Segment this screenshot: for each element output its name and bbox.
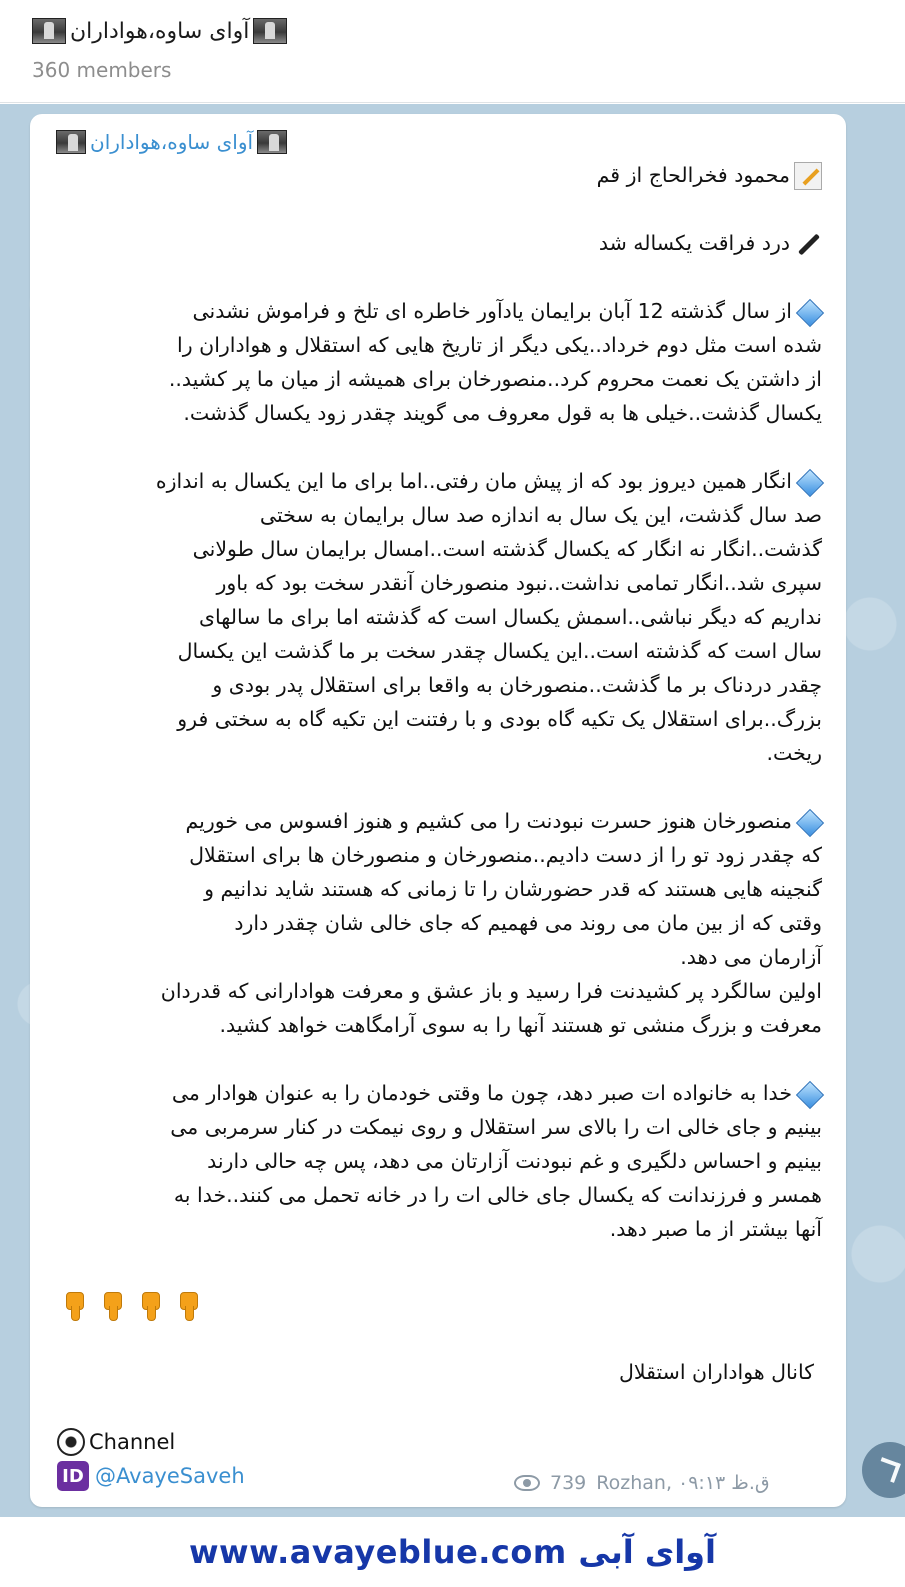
message-line: بینیم و احساس دلگیری و غم نبودنت آزارتان می دهد، پس چه حالی دارند — [207, 1149, 822, 1173]
message-line — [52, 430, 822, 464]
pointing-down-icon — [176, 1290, 200, 1322]
message-line: درد فراقت یکساله شد — [52, 226, 822, 260]
message-line: یکسال گذشت..خیلی ها به قول معروف می گویند چقدر زود یکسال گذشت. — [183, 401, 822, 425]
sender-logo-icon — [56, 130, 86, 154]
message-line: انگار همین دیروز بود که از پیش مان رفتی..اما برای ما این یکسال به اندازه — [52, 464, 822, 498]
sender-name: آوای ساوه،هواداران — [90, 130, 254, 154]
message-meta — [514, 1472, 770, 1494]
message-line: گنجینه هایی هستند که قدر حضورشان را تا زمانی که هستند شاید ندانیم و — [204, 877, 822, 901]
soccer-ball-icon — [57, 1428, 85, 1456]
channel-line — [57, 1428, 175, 1456]
message-line: صد سال گذشت، این یک سال به اندازه صد سال برایمان به سختی — [259, 503, 822, 527]
message-line: چقدر دردناک بر ما گذشت..منصورخان به واقعا برای استقلال پدر بودی و — [212, 673, 822, 697]
pointing-down-emojis — [62, 1290, 200, 1322]
message-line: ریخت. — [766, 741, 822, 765]
message-line: شده است مثل دوم خرداد..یکی دیگر از تاریخ هایی که استقلال و هواداران را — [177, 333, 822, 357]
message-line — [52, 770, 822, 804]
message-line: محمود فخرالحاج از قم — [52, 158, 822, 192]
pointing-down-icon — [100, 1290, 124, 1322]
message-line: از سال گذشته 12 آبان برایمان یادآور خاطره ای تلخ و فراموش نشدنی — [52, 294, 822, 328]
eye-icon — [514, 1475, 540, 1491]
channel-logo-icon — [253, 18, 287, 44]
pen-icon — [794, 230, 822, 258]
message-line: سال است که گذشته است..این یکسال چقدر سخت بر ما گذشت این یکسال — [177, 639, 822, 663]
chat-header[interactable] — [0, 0, 905, 103]
message-line: معرفت و بزرگ منشی تو هستند آنها را به سوی آرامگاهت خواهد کشید. — [219, 1013, 822, 1037]
channel-word: Channel — [89, 1430, 176, 1454]
sender-logo-icon — [257, 130, 287, 154]
message-line: بینیم و جای خالی ات را بالای سر استقلال و روی نیمکت در کنار سرمربی می — [170, 1115, 822, 1139]
message-line: آنها بیشتر از ما صبر دهد. — [609, 1217, 822, 1241]
message-line — [52, 192, 822, 226]
channel-name: آوای ساوه،هواداران — [70, 18, 250, 44]
channel-label: کانال هواداران استقلال — [618, 1360, 814, 1384]
view-count: 739 — [550, 1472, 587, 1494]
handle-line[interactable] — [57, 1461, 245, 1491]
pointing-down-icon — [138, 1290, 162, 1322]
message-line: سپری شد..انگار تمامی نداشت..نبود منصورخان آنقدر سخت بود که باور — [216, 571, 822, 595]
message-line — [52, 1042, 822, 1076]
message-line: آزارمان می دهد. — [680, 945, 822, 969]
channel-handle-link[interactable]: @AvayeSaveh — [95, 1464, 245, 1488]
diamond-icon — [796, 809, 822, 835]
message-sender[interactable] — [56, 130, 287, 154]
diamond-icon — [796, 1081, 822, 1107]
channel-title[interactable] — [32, 18, 287, 44]
message-line: از داشتن یک نعمت محروم کرد..منصورخان برای همیشه از میان ما پر کشید.. — [168, 367, 822, 391]
message-line: وقتی که از بین مان می روند می فهمیم که جای خالی شان چقدر دارد — [234, 911, 822, 935]
memo-icon — [794, 162, 822, 190]
channel-logo-icon — [32, 18, 66, 44]
message-line — [52, 260, 822, 294]
watermark-text: www.avayeblue.com آوای آبی — [188, 1533, 717, 1571]
message-line: همسر و فرزندانت که یکسال جای خالی ات را در خانه تحمل می کنند..خدا به — [173, 1183, 822, 1207]
message-line: که چقدر زود تو را از دست دادیم..منصورخان و منصورخان ها برای استقلال — [189, 843, 822, 867]
message-text — [52, 158, 822, 1246]
author-time: Rozhan, ۰۹:۱۳ ق.ظ — [596, 1472, 770, 1494]
diamond-icon — [796, 469, 822, 495]
id-icon: ID — [57, 1461, 89, 1491]
watermark-banner — [0, 1517, 905, 1587]
diamond-icon — [796, 299, 822, 325]
member-count: 360 members — [32, 58, 172, 82]
message-line: خدا به خانواده ات صبر دهد، چون ما وقتی خودمان را به عنوان هوادار می — [52, 1076, 822, 1110]
message-line: اولین سالگرد پر کشیدنت فرا رسید و باز عشق و معرفت هوادارانی که قدردان — [160, 979, 822, 1003]
message-line: منصورخان هنوز حسرت نبودنت را می کشیم و هنوز افسوس می خوریم — [52, 804, 822, 838]
message-line: نداریم که دیگر نباشی..اسمش یکسال است که گذشته اما برای ما سالهای — [199, 605, 822, 629]
message-line: بزرگ..برای استقلال یک تکیه گاه بودی و با رفتنت این تکیه گاه به سختی فرو — [177, 707, 822, 731]
message-line: گذشت..انگار نه انگار که یکسال گذشته است..امسال برایمان سال طولانی — [192, 537, 822, 561]
pointing-down-icon — [62, 1290, 86, 1322]
